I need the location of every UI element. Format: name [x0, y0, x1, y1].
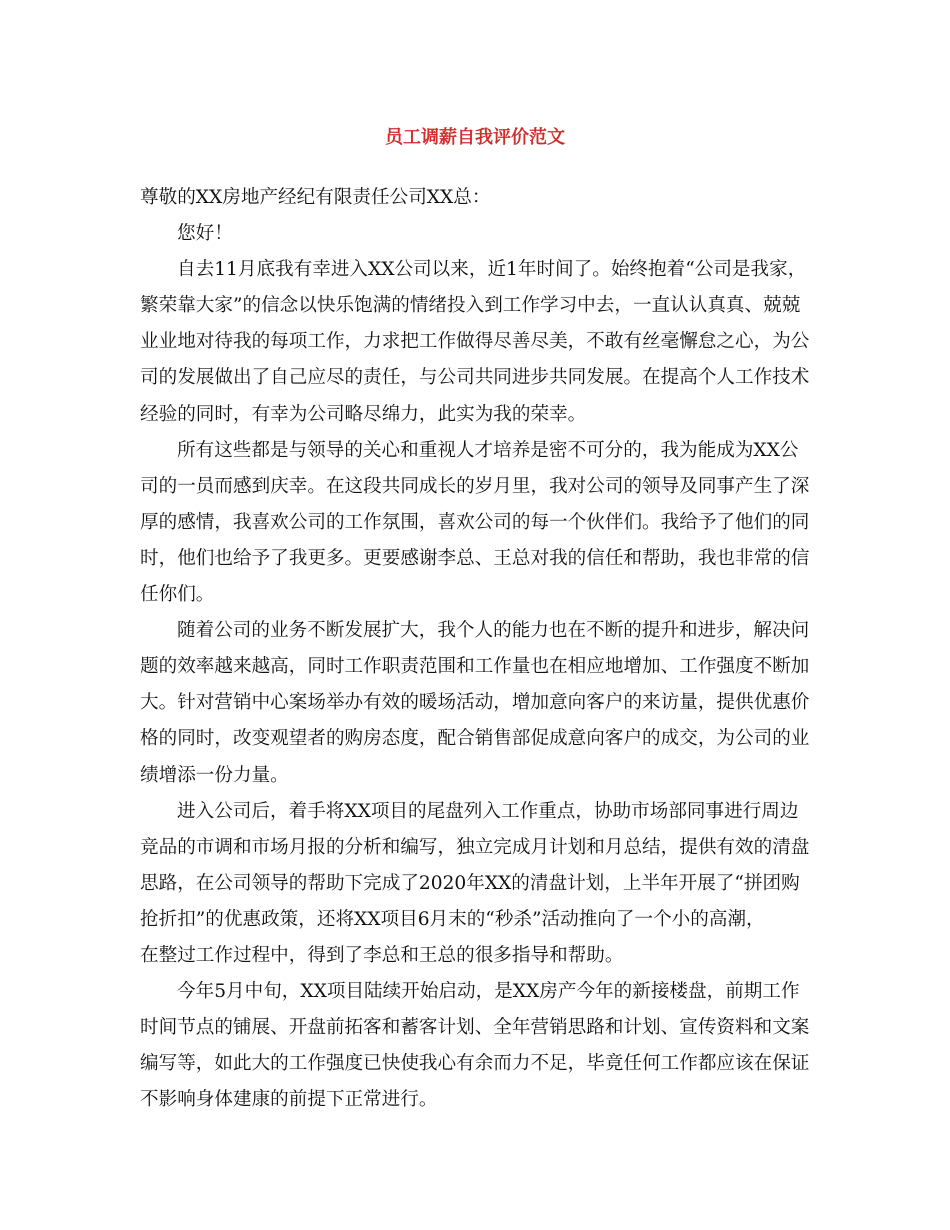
paragraph-line: 编写等，如此大的工作强度已快使我心有余而力不足，毕竟任何工作都应该在保证	[140, 1053, 810, 1075]
paragraph-line: 在整过工作过程中，得到了李总和王总的很多指导和帮助。	[140, 944, 624, 966]
paragraph-2	[140, 433, 812, 613]
paragraph-line: 绩增添一份力量。	[140, 764, 289, 786]
paragraph-line: 司的发展做出了自己应尽的责任，与公司共同进步共同发展。在提高个人工作技术	[140, 367, 810, 389]
salutation: 尊敬的XX房地产经纪有限责任公司XX总：	[140, 187, 491, 208]
paragraph-line: 厚的感情，我喜欢公司的工作氛围，喜欢公司的每一个伙伴们。我给予了他们的同	[140, 511, 810, 533]
document-body	[140, 180, 812, 1118]
paragraph-3	[140, 613, 812, 793]
paragraph-line: 抢折扣”的优惠政策，还将XX项目6月末的“秒杀”活动推向了一个小的高潮，	[140, 908, 765, 930]
paragraph-line: 思路，在公司领导的帮助下完成了2020年XX的清盘计划，上半年开展了“拼团购	[140, 872, 800, 894]
paragraph-line: 自去11月底我有幸进入XX公司以来，近1年时间了。始终抱着“公司是我家，	[177, 259, 807, 281]
paragraph-line: 竞品的市调和市场月报的分析和编写，独立完成月计划和月总结，提供有效的清盘	[140, 836, 810, 858]
paragraph-line: 时间节点的铺展、开盘前拓客和蓄客计划、全年营销思路和计划、宣传资料和文案	[140, 1017, 810, 1039]
greeting: 您好！	[177, 223, 233, 245]
paragraph-4	[140, 794, 812, 974]
paragraph-line: 随着公司的业务不断发展扩大，我个人的能力也在不断的提升和进步，解决问	[177, 620, 810, 642]
paragraph-1	[140, 252, 812, 432]
paragraph-line: 格的同时，改变观望者的购房态度，配合销售部促成意向客户的成交，为公司的业	[140, 728, 810, 750]
document-title: 员工调薪自我评价范文	[385, 127, 565, 148]
paragraph-line: 时，他们也给予了我更多。更要感谢李总、王总对我的信任和帮助，我也非常的信	[140, 547, 810, 569]
paragraph-line: 繁荣靠大家”的信念以快乐饱满的情绪投入到工作学习中去，一直认认真真、兢兢	[140, 295, 801, 317]
paragraph-line: 今年5月中旬，XX项目陆续开始启动，是XX房产今年的新接楼盘，前期工作	[177, 981, 800, 1003]
paragraph-line: 大。针对营销中心案场举办有效的暖场活动，增加意向客户的来访量，提供优惠价	[140, 692, 810, 714]
paragraph-line: 司的一员而感到庆幸。在这段共同成长的岁月里，我对公司的领导及同事产生了深	[140, 475, 810, 497]
paragraph-line: 经验的同时，有幸为公司略尽绵力，此实为我的荣幸。	[140, 403, 587, 425]
paragraph-line: 所有这些都是与领导的关心和重视人才培养是密不可分的，我为能成为XX公	[177, 439, 799, 461]
paragraph-line: 业业地对待我的每项工作，力求把工作做得尽善尽美，不敢有丝毫懈怠之心，为公	[140, 331, 810, 353]
paragraph-line: 题的效率越来越高，同时工作职责范围和工作量也在相应地增加、工作强度不断加	[140, 656, 810, 678]
paragraph-line: 进入公司后，着手将XX项目的尾盘列入工作重点，协助市场部同事进行周边	[177, 800, 799, 822]
paragraph-line: 不影响身体建康的前提下正常进行。	[140, 1089, 438, 1111]
paragraph-5	[140, 974, 812, 1118]
paragraph-line: 任你们。	[140, 584, 215, 606]
